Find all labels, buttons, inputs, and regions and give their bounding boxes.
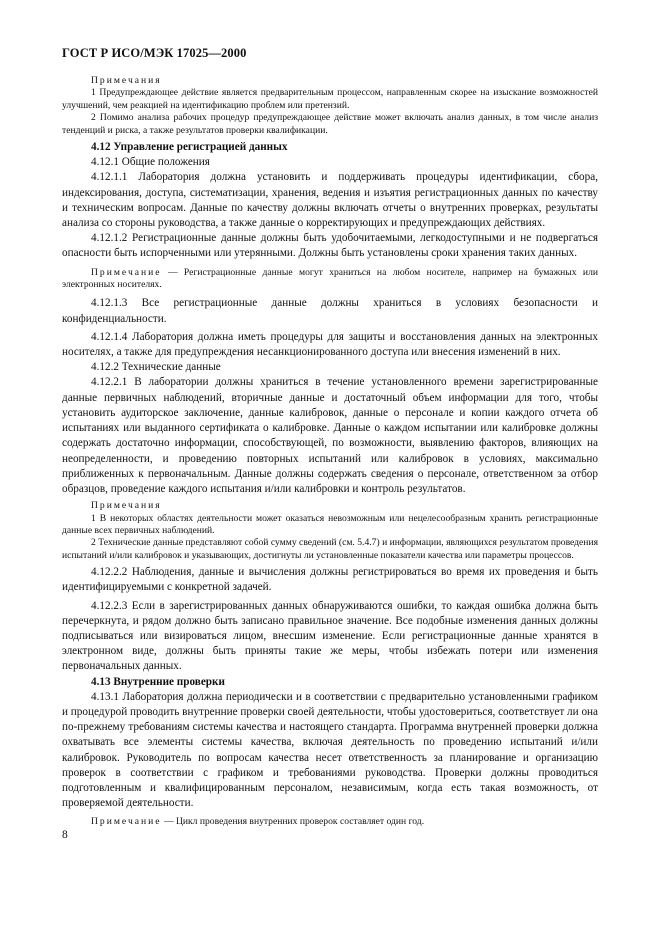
paragraph: 4.13.1 Лаборатория должна периодически и в соответствии с предварительно установленными графиком и процедурой проводить внутренние проверки своей деятельности, чтобы удостовериться, соответствует ли она по-прежнему требованиям системы качества и настоящего стандарта. Программа внутренней проверки должна охватывать все элементы системы качества, включая деятельность по проведению испытаний и/или калибровок. Руководитель по вопросам качества несет ответственность за планирование и организацию проверок в соответствии с графиком и требованиями руководства. Проверки должны проводиться подготовленным и квалифицированным персоналом, независимым, когда есть такая возможность, от проверяемой деятельности. (62, 690, 598, 810)
document-header: ГОСТ Р ИСО/МЭК 17025—2000 (62, 46, 247, 60)
paragraph: 4.12.1.1 Лаборатория должна установить и поддерживать процедуры идентификации, сбора, индексирования, доступа, систематизации, хранения, ведения и изъятия регистрационных данных по качеству и техническим вопросам. Данные по качеству должны включать отчеты о внутренних проверках, результаты анализа со стороны руководства, а также данные о корректирующих и предупреждающих действиях. (62, 171, 598, 230)
paragraph: 4.12.2.2 Наблюдения, данные и вычисления должны регистрироваться во время их проведения и быть идентифицируемыми с конкретной задачей. (62, 566, 598, 594)
note-label: Примечание (91, 816, 162, 828)
note (62, 267, 598, 292)
note-item: 2 Помимо анализа рабочих процедур предупреждающее действие может включать анализ данных, в том числе анализ тенденций и риска, а также результатов проверки квалификации. (62, 112, 598, 136)
notes-heading: Примечания (91, 75, 162, 86)
note-item: 2 Технические данные представляют собой сумму сведений (см. 5.4.7) и информации, являющихся результатом проведения испытаний и/или калибровок и указывающих, достигнуты ли установленные показатели качества или параметры процессов. (62, 537, 598, 561)
subsection-heading: 4.12.1 Общие положения (91, 156, 210, 169)
page-number: 8 (62, 829, 68, 841)
section-heading: 4.13 Внутренние проверки (91, 675, 225, 688)
paragraph: 4.12.1.2 Регистрационные данные должны быть удобочитаемыми, легкодоступными и не подвергаться опасности быть испорченными или утерянными. Должны быть установлены сроки хранения таких данных. (62, 232, 598, 260)
section-heading: 4.12 Управление регистрацией данных (91, 141, 288, 154)
note-text: — Регистрационные данные могут храниться на любом носителе, например на бумажных или электронных носителях. (62, 266, 598, 291)
paragraph: 4.12.1.3 Все регистрационные данные должны храниться в условиях безопасности и конфиденциальности. (62, 297, 598, 325)
note-item: 1 Предупреждающее действие является предварительным процессом, направленным скорее на изыскание возможностей улучшений, чем реакцией на идентификацию проблем или претензий. (62, 87, 598, 111)
paragraph: 4.12.1.4 Лаборатория должна иметь процедуры для защиты и восстановления данных на электронных носителях, а также для предупреждения несанкционированного доступа или внесения изменений в них. (62, 330, 598, 359)
paragraph: 4.12.2.3 Если в зарегистрированных данных обнаруживаются ошибки, то каждая ошибка должна быть перечеркнута, и рядом должно быть записано правильное значение. Все подобные изменения данных должны подписываться или визироваться лицом, внесшим изменение. Если регистрационные данные хранятся в электронном виде, должны быть приняты такие же меры, чтобы избежать потери или изменения первоначальных данных. (62, 599, 598, 673)
note-item: 1 В некоторых областях деятельности может оказаться невозможным или нецелесообразным хранить регистрационные данные всех первичных наблюдений. (62, 512, 598, 536)
note (62, 816, 598, 828)
paragraph: 4.12.2.1 В лаборатории должны храниться в течение установленного времени зарегистрированные данные первичных наблюдений, вторичные данные и достаточный объем информации для того, чтобы установить аудиторское заключение, данные калибровок, данные о персонале и копии каждого отчета об испытаниях или выданного сертификата о калибровке. Данные о каждом испытании или калибровке должны содержать достаточно информации, способствующей, по возможности, выявлению факторов, влияющих на неопределенности, и проведению повторных испытаний или калибровок в условиях, максимально приближенных к первоначальным. Данные должны содержать сведения о персонале, ответственном за отбор образцов, проведение каждого испытания и/или калибровки и контроль результатов. (62, 376, 598, 495)
note-text: — Цикл проведения внутренних проверок составляет один год. (161, 816, 425, 828)
subsection-heading: 4.12.2 Технические данные (91, 361, 221, 374)
notes-heading: Примечания (91, 500, 162, 512)
note-label: Примечание (91, 266, 162, 278)
page-content (62, 75, 598, 829)
